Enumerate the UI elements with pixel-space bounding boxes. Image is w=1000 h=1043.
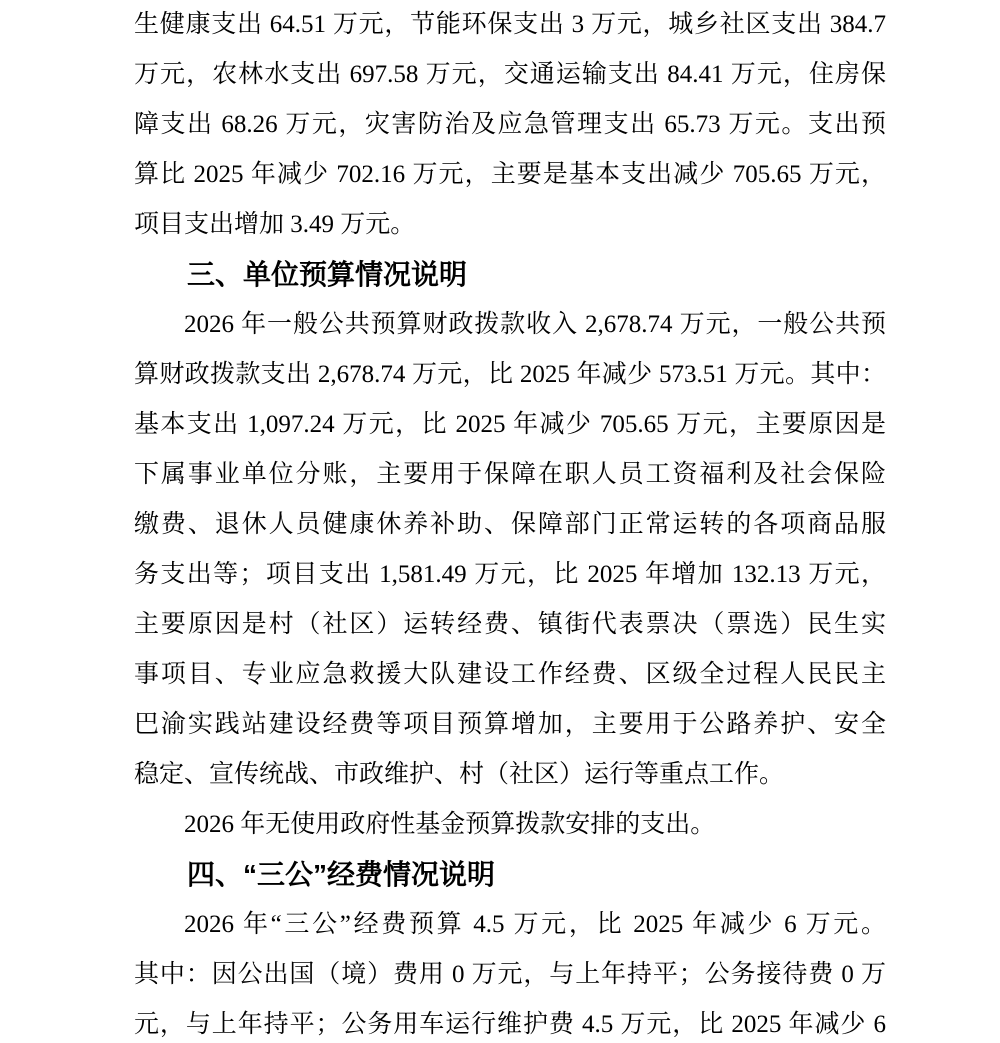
text-line: 万元，农林水支出 697.58 万元，交通运输支出 84.41 万元，住房保: [134, 61, 886, 88]
text-line: 主要原因是村（社区）运转经费、镇街代表票决（票选）民生实: [134, 611, 886, 638]
section-heading-4: 四、“三公”经费情况说明: [187, 859, 496, 890]
text-line: 2026 年一般公共预算财政拨款收入 2,678.74 万元，一般公共预: [184, 311, 886, 338]
text-line: 障支出 68.26 万元，灾害防治及应急管理支出 65.73 万元。支出预: [134, 111, 886, 138]
text-line: 巴渝实践站建设经费等项目预算增加，主要用于公路养护、安全: [134, 711, 886, 738]
text-line: 其中：因公出国（境）费用 0 万元，与上年持平；公务接待费 0 万: [134, 961, 886, 988]
text-line: 算财政拨款支出 2,678.74 万元，比 2025 年减少 573.51 万元。其中：: [134, 361, 886, 388]
text-line: 2026 年无使用政府性基金预算拨款安排的支出。: [184, 811, 716, 838]
text-line: 项目支出增加 3.49 万元。: [134, 211, 416, 238]
text-line: 基本支出 1,097.24 万元，比 2025 年减少 705.65 万元，主要原因是: [134, 411, 886, 438]
text-line: 稳定、宣传统战、市政维护、村（社区）运行等重点工作。: [134, 761, 785, 788]
text-line: 元，与上年持平；公务用车运行维护费 4.5 万元，比 2025 年减少 6: [134, 1011, 886, 1038]
text-line: 算比 2025 年减少 702.16 万元，主要是基本支出减少 705.65 万元，: [134, 161, 886, 188]
text-line: 2026 年“三公”经费预算 4.5 万元，比 2025 年减少 6 万元。: [184, 911, 886, 938]
text-line: 生健康支出 64.51 万元，节能环保支出 3 万元，城乡社区支出 384.7: [134, 11, 886, 38]
document-text-block: [134, 0, 886, 1043]
text-line: 下属事业单位分账，主要用于保障在职人员工资福利及社会保险: [134, 461, 886, 488]
section-heading-3: 三、单位预算情况说明: [187, 259, 468, 290]
text-line: 务支出等；项目支出 1,581.49 万元，比 2025 年增加 132.13 万元，: [134, 561, 886, 588]
text-line: 事项目、专业应急救援大队建设工作经费、区级全过程人民民主: [134, 661, 886, 688]
text-line: 缴费、退休人员健康休养补助、保障部门正常运转的各项商品服: [134, 511, 886, 538]
